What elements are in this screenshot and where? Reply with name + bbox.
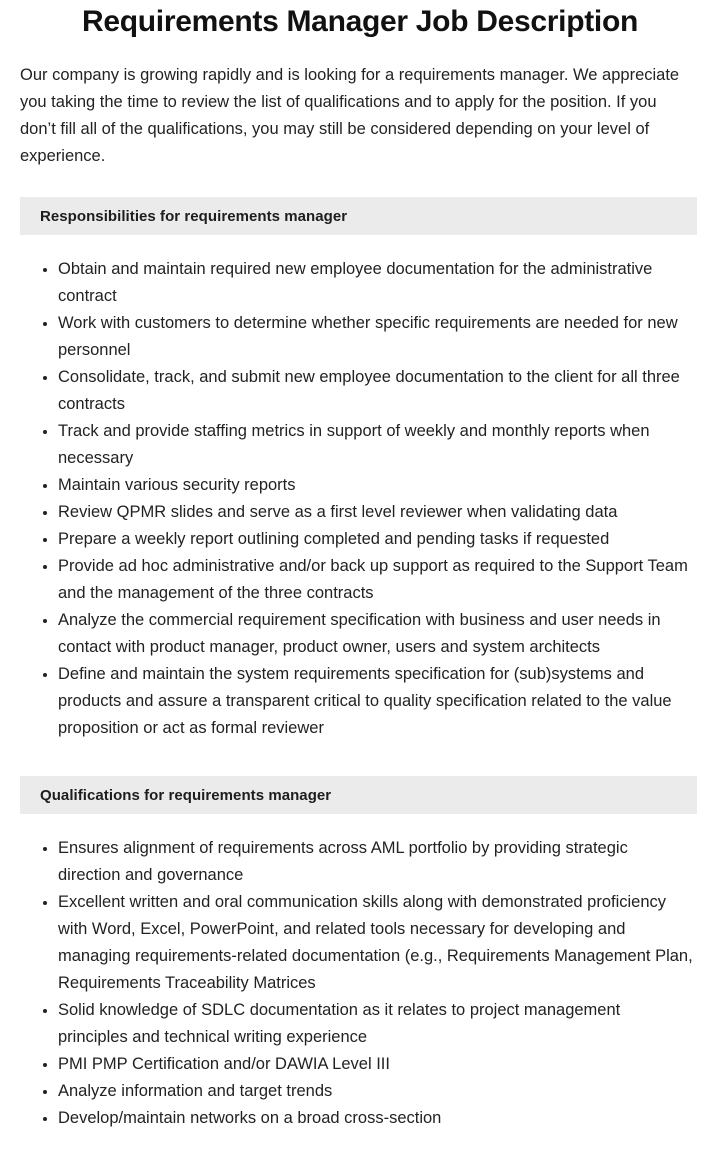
list-item: Solid knowledge of SDLC documentation as it relates to project management principles and technical writing experience [0, 997, 720, 1051]
responsibilities-section [0, 197, 720, 742]
list-item: Provide ad hoc administrative and/or back up support as required to the Support Team and the management of the three contracts [0, 553, 720, 607]
responsibilities-heading-bar [20, 197, 697, 235]
responsibilities-heading-label: Responsibilities for requirements manager [40, 207, 348, 225]
intro-paragraph: Our company is growing rapidly and is looking for a requirements manager. We appreciate you taking the time to review the list of qualifications and to apply for the position. If you don’t fill all of the qualifications, you may still be considered depending on your level of experience. [20, 66, 680, 165]
list-item: Ensures alignment of requirements across AML portfolio by providing strategic direction and governance [0, 835, 720, 889]
list-item: Excellent written and oral communication skills along with demonstrated proficiency with Word, Excel, PowerPoint, and related tools necessary for developing and managing requirements-related documentation (e.g., Requirements Management Plan, Requirements Traceability Matrices [0, 889, 720, 997]
page-title: Requirements Manager Job Description [82, 5, 638, 38]
list-item: Track and provide staffing metrics in support of weekly and monthly reports when necessary [0, 418, 720, 472]
list-item: Analyze information and target trends [0, 1078, 720, 1105]
qualifications-section [0, 776, 720, 1132]
qualifications-heading-label: Qualifications for requirements manager [40, 786, 332, 804]
page-bottom-spacer [0, 1132, 720, 1162]
list-item: Work with customers to determine whether specific requirements are needed for new personnel [0, 310, 720, 364]
list-item: Develop/maintain networks on a broad cross-section [0, 1105, 720, 1132]
list-item: Maintain various security reports [0, 472, 720, 499]
qualifications-list [0, 814, 720, 1132]
qualifications-heading-bar [20, 776, 697, 814]
list-item: Obtain and maintain required new employee documentation for the administrative contract [0, 256, 720, 310]
list-item: Prepare a weekly report outlining completed and pending tasks if requested [0, 526, 720, 553]
list-item: Define and maintain the system requirements specification for (sub)systems and products and assure a transparent critical to quality specification related to the value proposition or act as formal reviewer [0, 661, 720, 742]
list-item: Consolidate, track, and submit new employee documentation to the client for all three contracts [0, 364, 720, 418]
list-item: Analyze the commercial requirement specification with business and user needs in contact with product manager, product owner, users and system architects [0, 607, 720, 661]
list-item: PMI PMP Certification and/or DAWIA Level III [0, 1051, 720, 1078]
responsibilities-list [0, 235, 720, 742]
list-item: Review QPMR slides and serve as a first level reviewer when validating data [0, 499, 720, 526]
